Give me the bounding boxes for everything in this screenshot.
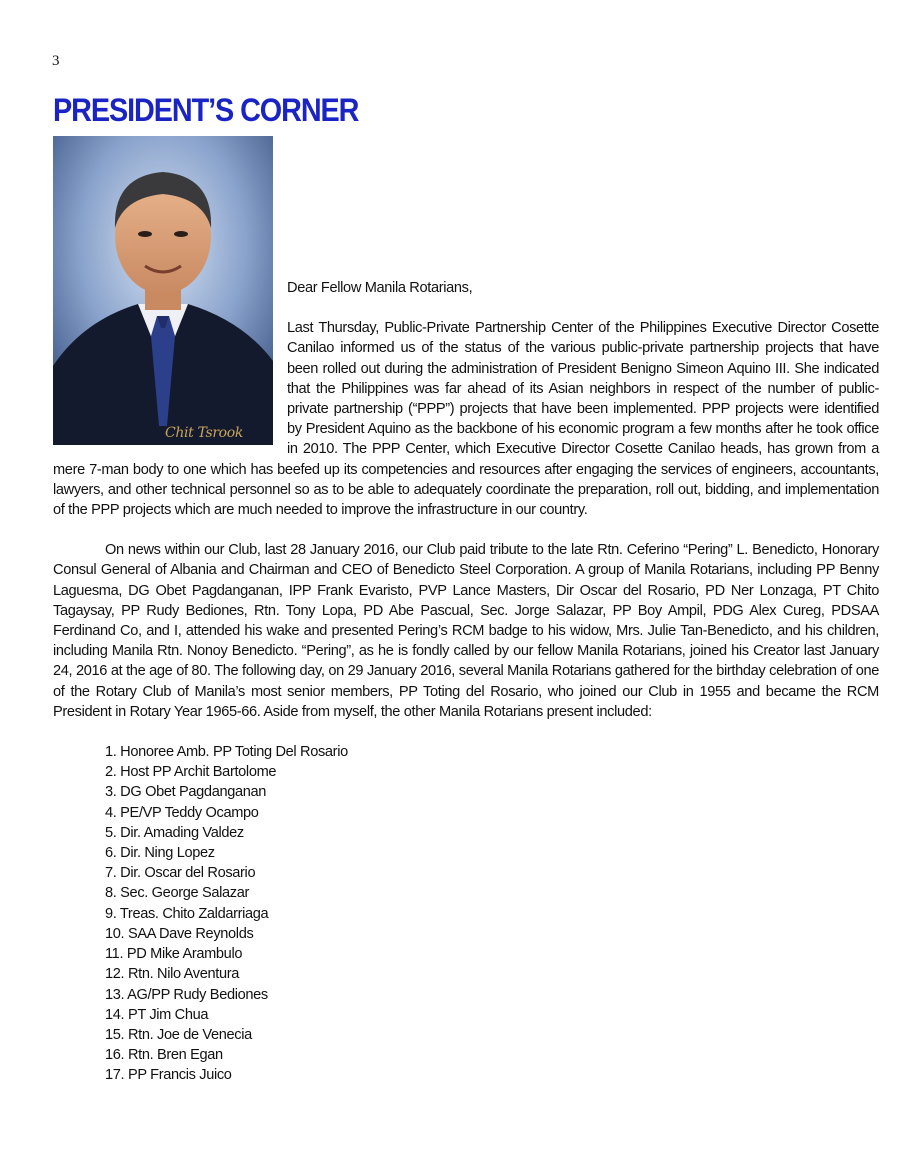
portrait-illustration bbox=[53, 136, 273, 445]
attendee-item: 17. PP Francis Juico bbox=[105, 1067, 232, 1084]
attendee-item: 7. Dir. Oscar del Rosario bbox=[105, 865, 256, 882]
attendee-item: 8. Sec. George Salazar bbox=[105, 885, 249, 902]
attendee-item: 13. AG/PP Rudy Bediones bbox=[105, 986, 268, 1003]
attendee-item: 14. PT Jim Chua bbox=[105, 1006, 209, 1023]
attendee-item: 10. SAA Dave Reynolds bbox=[105, 925, 254, 942]
attendee-list bbox=[105, 742, 879, 1085]
attendee-item: 4. PE/VP Teddy Ocampo bbox=[105, 804, 259, 821]
attendee-item: 3. DG Obet Pagdanganan bbox=[105, 784, 267, 801]
president-photo bbox=[53, 136, 273, 445]
article-body bbox=[53, 136, 879, 1086]
salutation: Dear Fellow Manila Rotarians, bbox=[287, 280, 473, 296]
page-title: PRESIDENT’S CORNER bbox=[53, 92, 359, 128]
paragraph-ppp-center: Last Thursday, Public-Private Partnership Center of the Philippines Executive Director Cosette Canilao informed us of the status of the various public-private partnership projects that have been rolled out during the administration of President Benigno Simeon Aquino III. She indicated that the Philippines was far ahead of its Asian neighbors in respect of the number of public-private partnership (“PPP”) projects that have been implemented. PPP projects were identified by President Aquino as the backbone of his economic program a few months after he took office in 2010. The PPP Center, which Executive Director Cosette Canilao heads, has grown from a mere 7-man body to one which has beefed up its competencies and resources after engaging the services of engineers, accountants, lawyers, and other technical personnel so as to be able to adequately coordinate the preparation, roll out, bidding, and implementation of the PPP projects which are much needed to improve the infrastructure in our country. bbox=[53, 320, 879, 519]
attendee-item: 1. Honoree Amb. PP Toting Del Rosario bbox=[105, 744, 348, 761]
attendee-item: 6. Dir. Ning Lopez bbox=[105, 845, 215, 862]
paragraph-club-news: On news within our Club, last 28 January 2016, our Club paid tribute to the late Rtn. Ceferino “Pering” L. Benedicto, Honorary Consul General of Albania and Chairman and CEO of Benedicto Steel Corporation. A group of Manila Rotarians, including PP Benny Laguesma, DG Obet Pagdanganan, IPP Frank Evaristo, PVP Lance Masters, Dir Oscar del Rosario, PD Ner Lonzaga, PT Chito Tagaysay, PP Rudy Bediones, Rtn. Tony Lopa, PD Abe Pascual, Sec. Jorge Salazar, PP Boy Ampil, PDG Alex Cureg, PDSAA Ferdinand Co, and I, attended his wake and presented Pering’s RCM badge to his widow, Mrs. Julie Tan-Benedicto, and his children, including Manila Rtn. Nonoy Benedicto. “Pering”, as he is fondly called by our fellow Manila Rotarians, joined his Creator last January 24, 2016 at the age of 80. The following day, on 29 January 2016, several Manila Rotarians gathered for the birthday celebration of one of the Rotary Club of Manila’s most senior members, PP Toting del Rosario, who joined our Club in 1955 and became the RCM President in Rotary Year 1965-66. Aside from myself, the other Manila Rotarians present included: bbox=[53, 542, 879, 720]
attendee-item: 2. Host PP Archit Bartolome bbox=[105, 764, 277, 781]
attendee-item: 9. Treas. Chito Zaldarriaga bbox=[105, 905, 269, 922]
attendee-item: 11. PD Mike Arambulo bbox=[105, 946, 243, 963]
page-number: 3 bbox=[52, 53, 60, 69]
attendee-item: 5. Dir. Amading Valdez bbox=[105, 824, 244, 841]
attendee-item: 12. Rtn. Nilo Aventura bbox=[105, 966, 239, 983]
signature-text: Chit Tsrook bbox=[165, 425, 243, 441]
attendee-item: 15. Rtn. Joe de Venecia bbox=[105, 1026, 252, 1043]
attendee-item: 16. Rtn. Bren Egan bbox=[105, 1047, 223, 1064]
